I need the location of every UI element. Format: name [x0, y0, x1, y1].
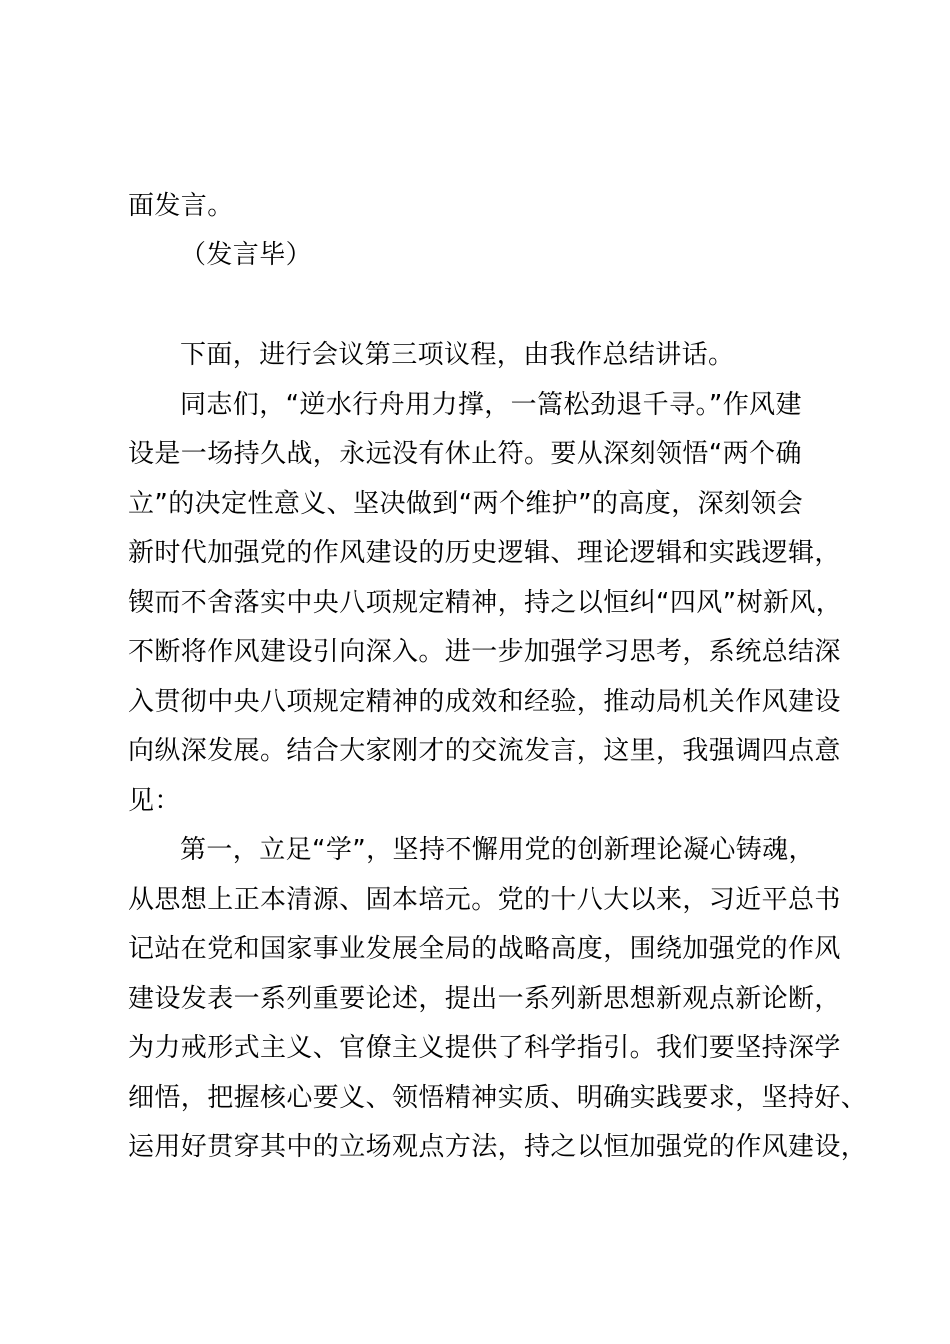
text-line: 入贯彻中央八项规定精神的成效和经验，推动局机关作风建设: [128, 687, 841, 717]
text-line: 从思想上正本清源、固本培元。党的十八大以来，习近平总书: [128, 885, 841, 915]
text-line: （发言毕）: [180, 240, 313, 270]
text-line: 下面，进行会议第三项议程，由我作总结讲话。: [180, 340, 735, 370]
text-line: 见：: [128, 786, 181, 816]
text-line: 建设发表一系列重要论述，提出一系列新思想新观点新论断，: [128, 984, 841, 1014]
text-line: 不断将作风建设引向深入。进一步加强学习思考，系统总结深: [128, 637, 841, 667]
text-line: 向纵深发展。结合大家刚才的交流发言，这里，我强调四点意: [128, 736, 841, 766]
text-line: 细悟，把握核心要义、领悟精神实质、明确实践要求，坚持好、: [128, 1083, 868, 1113]
text-line: 第一，立足“学”，坚持不懈用党的创新理论凝心铸魂，: [180, 835, 815, 865]
text-line: 锲而不舍落实中央八项规定精神，持之以恒纠“四风”树新风，: [128, 588, 843, 618]
text-line: 记站在党和国家事业发展全局的战略高度，围绕加强党的作风: [128, 934, 841, 964]
text-line: 设是一场持久战，永远没有休止符。要从深刻领悟“两个确: [128, 439, 802, 469]
text-line: 运用好贯穿其中的立场观点方法，持之以恒加强党的作风建设，: [128, 1132, 868, 1162]
text-line: 为力戒形式主义、官僚主义提供了科学指引。我们要坚持深学: [128, 1033, 841, 1063]
text-line: 面发言。: [128, 191, 234, 221]
text-line: 同志们，“逆水行舟用力撑，一篙松劲退千寻。”作风建: [180, 390, 802, 420]
text-line: 新时代加强党的作风建设的历史逻辑、理论逻辑和实践逻辑，: [128, 538, 841, 568]
text-line: 立”的决定性意义、坚决做到“两个维护”的高度，深刻领会: [128, 489, 804, 519]
